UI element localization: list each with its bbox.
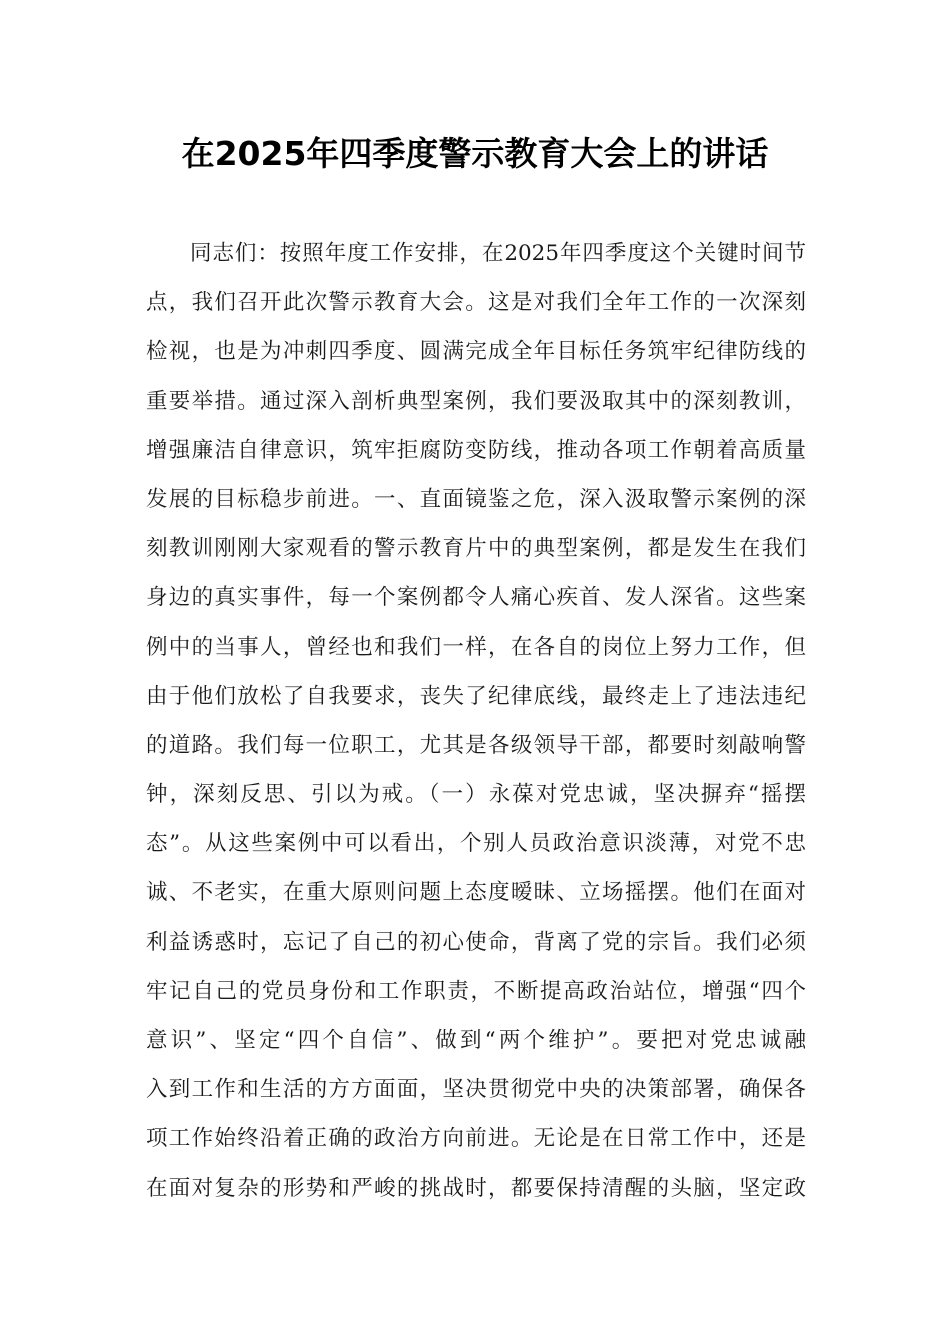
body-line: 入到工作和生活的方方面面，坚决贯彻党中央的决策部署，确保各	[146, 1077, 806, 1103]
body-line: 钟，深刻反思、引以为戒。（一）永葆对党忠诚，坚决摒弃“摇摆	[146, 782, 806, 808]
body-line: 在面对复杂的形势和严峻的挑战时，都要保持清醒的头脑，坚定政	[146, 1175, 806, 1201]
body-line: 身边的真实事件，每一个案例都令人痛心疾首、发人深省。这些案	[146, 585, 806, 611]
body-line: 牢记自己的党员身份和工作职责，不断提高政治站位，增强“四个	[146, 978, 806, 1004]
body-line: 的道路。我们每一位职工，尤其是各级领导干部，都要时刻敲响警	[146, 732, 806, 758]
body-line: 诚、不老实，在重大原则问题上态度暧昧、立场摇摆。他们在面对	[146, 880, 806, 906]
body-line: 点，我们召开此次警示教育大会。这是对我们全年工作的一次深刻	[146, 290, 806, 316]
body-line: 利益诱惑时，忘记了自己的初心使命，背离了党的宗旨。我们必须	[146, 929, 806, 955]
body-line: 意识”、坚定“四个自信”、做到“两个维护”。要把对党忠诚融	[146, 1028, 806, 1053]
body-line: 同志们：按照年度工作安排，在2025年四季度这个关键时间节	[190, 241, 806, 266]
body-line: 重要举措。通过深入剖析典型案例，我们要汲取其中的深刻教训，	[146, 388, 806, 414]
body-line: 增强廉洁自律意识，筑牢拒腐防变防线，推动各项工作朝着高质量	[146, 437, 806, 463]
speech-body	[146, 229, 806, 1213]
document-title: 在2025年四季度警示教育大会上的讲话	[181, 134, 769, 173]
body-line: 态”。从这些案例中可以看出，个别人员政治意识淡薄，对党不忠	[146, 831, 806, 857]
body-line: 例中的当事人，曾经也和我们一样，在各自的岗位上努力工作，但	[146, 634, 806, 660]
body-line: 项工作始终沿着正确的政治方向前进。无论是在日常工作中，还是	[146, 1126, 806, 1152]
body-line: 检视，也是为冲刺四季度、圆满完成全年目标任务筑牢纪律防线的	[146, 339, 806, 365]
body-line: 刻教训刚刚大家观看的警示教育片中的典型案例，都是发生在我们	[146, 536, 806, 562]
body-line: 发展的目标稳步前进。一、直面镜鉴之危，深入汲取警示案例的深	[146, 486, 806, 512]
body-line: 由于他们放松了自我要求，丧失了纪律底线，最终走上了违法违纪	[146, 683, 806, 709]
